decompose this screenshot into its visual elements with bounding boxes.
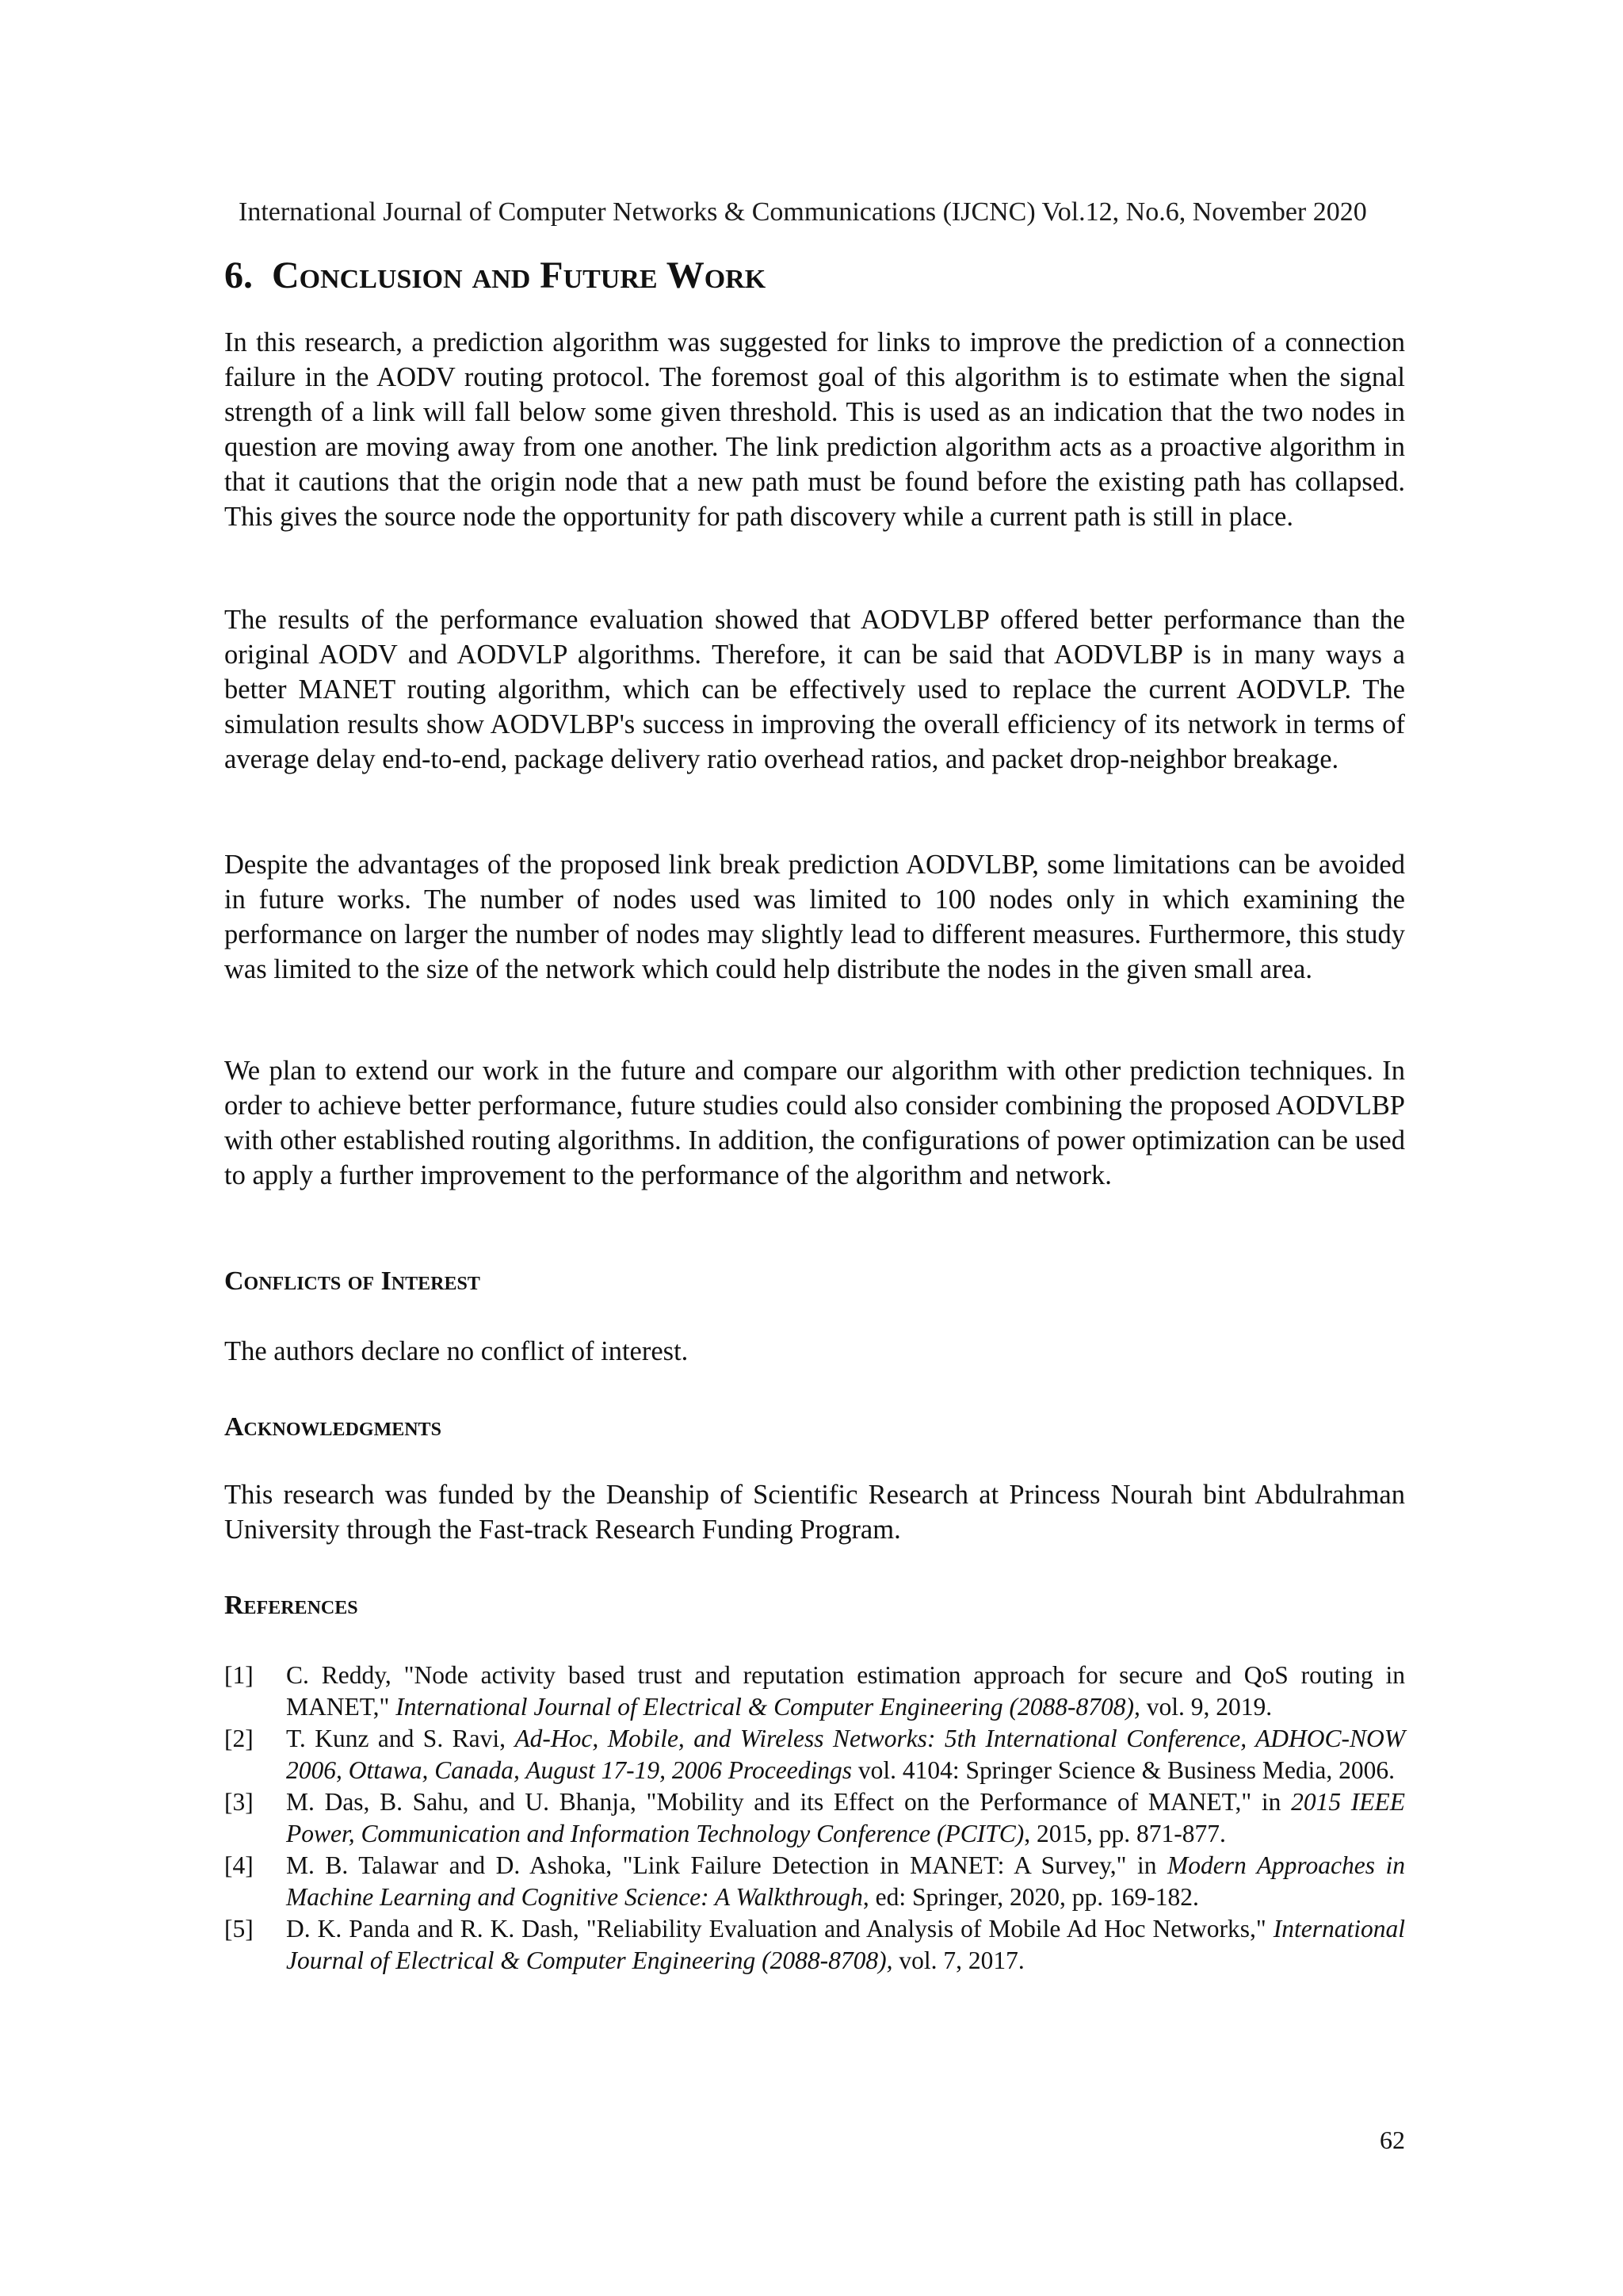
- reference-details: , ed: Springer, 2020, pp. 169-182.: [862, 1883, 1199, 1911]
- reference-venue: Modern Approaches in Machine Learning and Cognitive Science: A Walkthrough: [286, 1851, 1405, 1911]
- section-title: Conclusion and Future Work: [272, 254, 766, 296]
- section-heading: [224, 252, 766, 300]
- reference-venue: International Journal of Electrical & Computer Engineering (2088-8708),: [395, 1693, 1140, 1721]
- paragraph-1: In this research, a prediction algorithm was suggested for links to improve the prediction of a connection failure in the AODV routing protocol. The foremost goal of this algorithm is to estimate when the signal strength of a link will fall below some given threshold. This is used as an indication that the two nodes in question are moving away from one another. The link prediction algorithm acts as a proactive algorithm in that it cautions that the origin node that a new path must be found before the existing path has collapsed. This gives the source node the opportunity for path discovery while a current path is still in place.: [224, 327, 1405, 532]
- reference-item: [224, 1850, 1405, 1913]
- reference-authors: T. Kunz and S. Ravi,: [286, 1725, 515, 1752]
- reference-venue: 2015 IEEE Power, Communication and Information Technology Conference (PCITC): [286, 1788, 1406, 1847]
- reference-venue: Ad-Hoc, Mobile, and Wireless Networks: 5th International Conference, ADHOC-NOW 2006, Ottawa, Canada, August 17-19, 2006 Proceedings: [286, 1725, 1405, 1784]
- page-number: 62: [1380, 2126, 1405, 2154]
- reference-details: vol. 4104: Springer Science & Business Media, 2006.: [851, 1756, 1396, 1784]
- reference-number: [5]: [224, 1915, 254, 1943]
- reference-text: [286, 1850, 1405, 1913]
- reference-details: vol. 7, 2017.: [892, 1946, 1025, 1974]
- reference-text: [286, 1786, 1405, 1850]
- conflicts-text: The authors declare no conflict of interest.: [224, 1336, 689, 1366]
- reference-number: [1]: [224, 1661, 254, 1689]
- reference-venue: International Journal of Electrical & Computer Engineering (2088-8708),: [286, 1915, 1405, 1974]
- references-heading: References: [224, 1591, 358, 1620]
- section-number: 6.: [224, 254, 253, 296]
- conflicts-heading: Conflicts of Interest: [224, 1266, 480, 1296]
- reference-item: [224, 1660, 1405, 1723]
- references-list: [224, 1660, 1405, 1977]
- paragraph-2: The results of the performance evaluation showed that AODVLBP offered better performance than the original AODV and AODVLP algorithms. Therefore, it can be said that AODVLBP is in many ways a better MANET routing algorithm, which can be effectively used to replace the current AODVLP. The simulation results show AODVLBP's success in improving the overall efficiency of its network in terms of average delay end-to-end, package delivery ratio overhead ratios, and packet drop-neighbor breakage.: [224, 605, 1405, 774]
- reference-item: [224, 1913, 1405, 1977]
- paragraph-3: Despite the advantages of the proposed link break prediction AODVLBP, some limitations can be avoided in future works. The number of nodes used was limited to 100 nodes only in which examining the performance on larger the number of nodes may slightly lead to different measures. Furthermore, this study was limited to the size of the network which could help distribute the nodes in the given small area.: [224, 850, 1405, 984]
- reference-details: vol. 9, 2019.: [1140, 1693, 1273, 1721]
- reference-number: [3]: [224, 1788, 254, 1816]
- reference-details: , 2015, pp. 871-877.: [1024, 1820, 1226, 1847]
- reference-text: [286, 1913, 1405, 1977]
- reference-text: [286, 1660, 1405, 1723]
- reference-item: [224, 1723, 1405, 1786]
- reference-authors: C. Reddy, "Node activity based trust and reputation estimation approach for secure and QoS routing in MANET,": [286, 1661, 1405, 1721]
- acknowledgments-text: This research was funded by the Deanship of Scientific Research at Princess Nourah bint Abdulrahman University through the Fast-track Research Funding Program.: [224, 1480, 1405, 1545]
- running-header: International Journal of Computer Networks & Communications (IJCNC) Vol.12, No.6, November 2020: [239, 197, 1367, 227]
- reference-item: [224, 1786, 1405, 1850]
- reference-number: [4]: [224, 1851, 254, 1879]
- reference-authors: D. K. Panda and R. K. Dash, "Reliability Evaluation and Analysis of Mobile Ad Hoc Networks,": [286, 1915, 1274, 1943]
- reference-authors: M. B. Talawar and D. Ashoka, "Link Failure Detection in MANET: A Survey," in: [286, 1851, 1168, 1879]
- acknowledgments-heading: Acknowledgments: [224, 1412, 441, 1442]
- reference-authors: M. Das, B. Sahu, and U. Bhanja, "Mobility and its Effect on the Performance of MANET," in: [286, 1788, 1292, 1816]
- reference-text: [286, 1723, 1405, 1786]
- reference-number: [2]: [224, 1725, 254, 1752]
- paragraph-4: We plan to extend our work in the future and compare our algorithm with other prediction techniques. In order to achieve better performance, future studies could also consider combining the proposed AODVLBP with other established routing algorithms. In addition, the configurations of power optimization can be used to apply a further improvement to the performance of the algorithm and network.: [224, 1056, 1405, 1190]
